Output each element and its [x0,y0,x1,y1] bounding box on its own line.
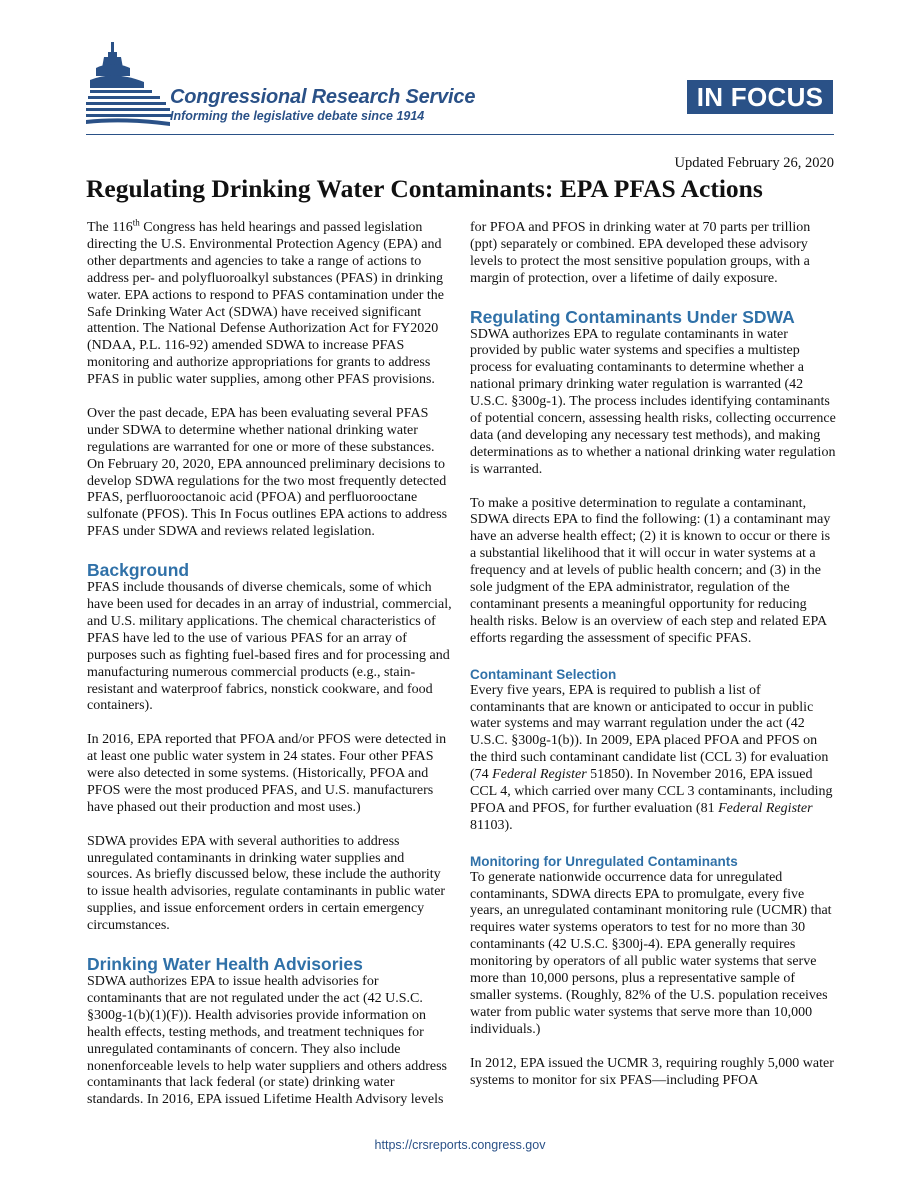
updated-date: Updated February 26, 2020 [674,155,834,171]
footer-url: https://crsreports.congress.gov [374,1138,546,1152]
background-paragraph-1: PFAS include thousands of diverse chemicals, some of which have been used for decades in an array of industrial, commercial, and U.S. military applications. The chemical characteristics of PFAS have led to the use of various PFAS for an array of purposes such as fighting fuel-based fires and for processing and manufacturing numerous commercial products (e.g., stain-resistant and waterproof fabrics, nonstick cookware, and food containers). [87,580,452,714]
page-title: Regulating Drinking Water Contaminants: EPA PFAS Actions [86,174,763,203]
monitoring-heading: Monitoring for Unregulated Contaminants [470,853,738,869]
advisories-paragraph-1: SDWA authorizes EPA to issue health advisories for contaminants that are not regulated under the act (42 U.S.C. §300g-1(b)(1)(F)). Health advisories provide information on health effects, testing methods, and treatment techniques for unregulated contaminants of concern. They also include nonenforceable levels to help water suppliers and others address contaminants that lack federal (or state) drinking water standards. In 2016, EPA issued Lifetime Health Advisory levels [87,973,447,1108]
intro-paragraph-1: The 116th Congress has held hearings and passed legislation directing the U.S. Environmental Protection Agency (EPA) and other departments and agencies to take a range of actions to address per- and polyfluoroalkyl substances (PFAS) in drinking water. EPA actions to respond to PFAS contamination under the Safe Drinking Water Act (SDWA) have received significant attention. The National Defense Authorization Act for FY2020 (NDAA, P.L. 116-92) amended SDWA to increase PFAS monitoring and authorize appropriations for grants to address PFAS in public water supplies, among other PFAS provisions. [87,217,444,388]
selection-heading: Contaminant Selection [470,666,617,682]
report-header [0,0,920,140]
left-column [87,217,453,1109]
advisories-paragraph-1-continued: for PFOA and PFOS in drinking water at 70 parts per trillion (ppt) separately or combined. EPA developed these advisory levels to protect the most sensitive population groups, with a margin of protection, over a lifetime of daily exposure. [470,220,811,286]
monitoring-paragraph-1: To generate nationwide occurrence data for unregulated contaminants, SDWA directs EPA to promulgate, every five years, an unregulated contaminant monitoring rule (UCMR) that requires water systems operators to test for no more than 30 contaminants (42 U.S.C. §300j-4). EPA generally requires monitoring by operators of all public water systems that serve more than 10,000 persons, plus a representative sample of smaller systems. (Roughly, 82% of the U.S. population receives water from public water systems that serve more than 10,000 individuals.) [470,869,832,1037]
right-column [470,220,836,1089]
background-paragraph-2: In 2016, EPA reported that PFOA and/or PFOS were detected in at least one public water system in 24 states. Four other PFAS were also detected in some systems. (Historically, PFOA and PFOS were the most produced PFAS, and U.S. manufacturers have phased out their production and most uses.) [87,732,447,815]
intro-paragraph-2: Over the past decade, EPA has been evaluating several PFAS under SDWA to determine whether national drinking water regulations are warranted for one or more of these substances. On February 20, 2020, EPA announced preliminary decisions to develop SDWA regulations for the two most frequently detected PFAS, perfluorooctanoic acid (PFOA) and perfluorooctane sulfonate (PFOS). This In Focus outlines EPA actions to address PFAS under SDWA and reviews related legislation. [87,405,448,540]
regulating-paragraph-2: To make a positive determination to regulate a contaminant, SDWA directs EPA to find the following: (1) a contaminant may have an adverse health effect; (2) it is known to occur or there is a substantial likelihood that it will occur in water systems at a frequency and at levels of public health concern; and (3) in the sole judgment of the EPA administrator, regulation of the contaminant presents a meaningful opportunity for reducing health risks. Below is an overview of each step and related EPA efforts regarding the assessment of specific PFAS. [470,495,831,646]
in-focus-badge: IN FOCUS [687,80,833,114]
selection-paragraph-1: Every five years, EPA is required to publish a list of contaminants that are known or anticipated to occur in public water systems and may warrant regulation under the act (42 U.S.C. §300g-1(b)). In 2009, EPA placed PFOA and PFOS on the third such contaminant candidate list (CCL 3) for evaluation (74 Federal Register 51850). In November 2016, EPA issued CCL 4, which carried over many CCL 3 contaminants, including PFOA and PFOS, for further evaluation (81 Federal Register 81103). [470,682,833,833]
advisories-heading: Drinking Water Health Advisories [87,953,363,974]
regulating-paragraph-1: SDWA authorizes EPA to regulate contaminants in water provided by public water systems and specifies a multistep process for evaluating contaminants to determine whether a national primary drinking water regulation is warranted (42 U.S.C. §300g-1). The process includes identifying contaminants of potential concern, assessing health risks, collecting occurrence data (and developing any necessary test methods), and making determinations as to whether a national drinking water regulation is warranted. [470,326,836,477]
capitol-dome-logo-icon [84,40,174,132]
monitoring-paragraph-2: In 2012, EPA issued the UCMR 3, requiring roughly 5,000 water systems to monitor for six PFAS—including PFOA [470,1055,834,1088]
brand-tagline: Informing the legislative debate since 1914 [170,109,425,123]
advisories-continued [470,220,836,288]
regulating-heading: Regulating Contaminants Under SDWA [470,306,795,327]
header-divider [86,134,834,135]
background-paragraph-3: SDWA provides EPA with several authorities to address unregulated contaminants in drinking water supplies and sources. As briefly discussed below, these include the authority to issue health advisories, regulate contaminants in public water supplies, and issue enforcement orders in certain emergency circumstances. [87,833,446,934]
brand-name: Congressional Research Service [170,86,476,108]
background-heading: Background [87,560,190,581]
